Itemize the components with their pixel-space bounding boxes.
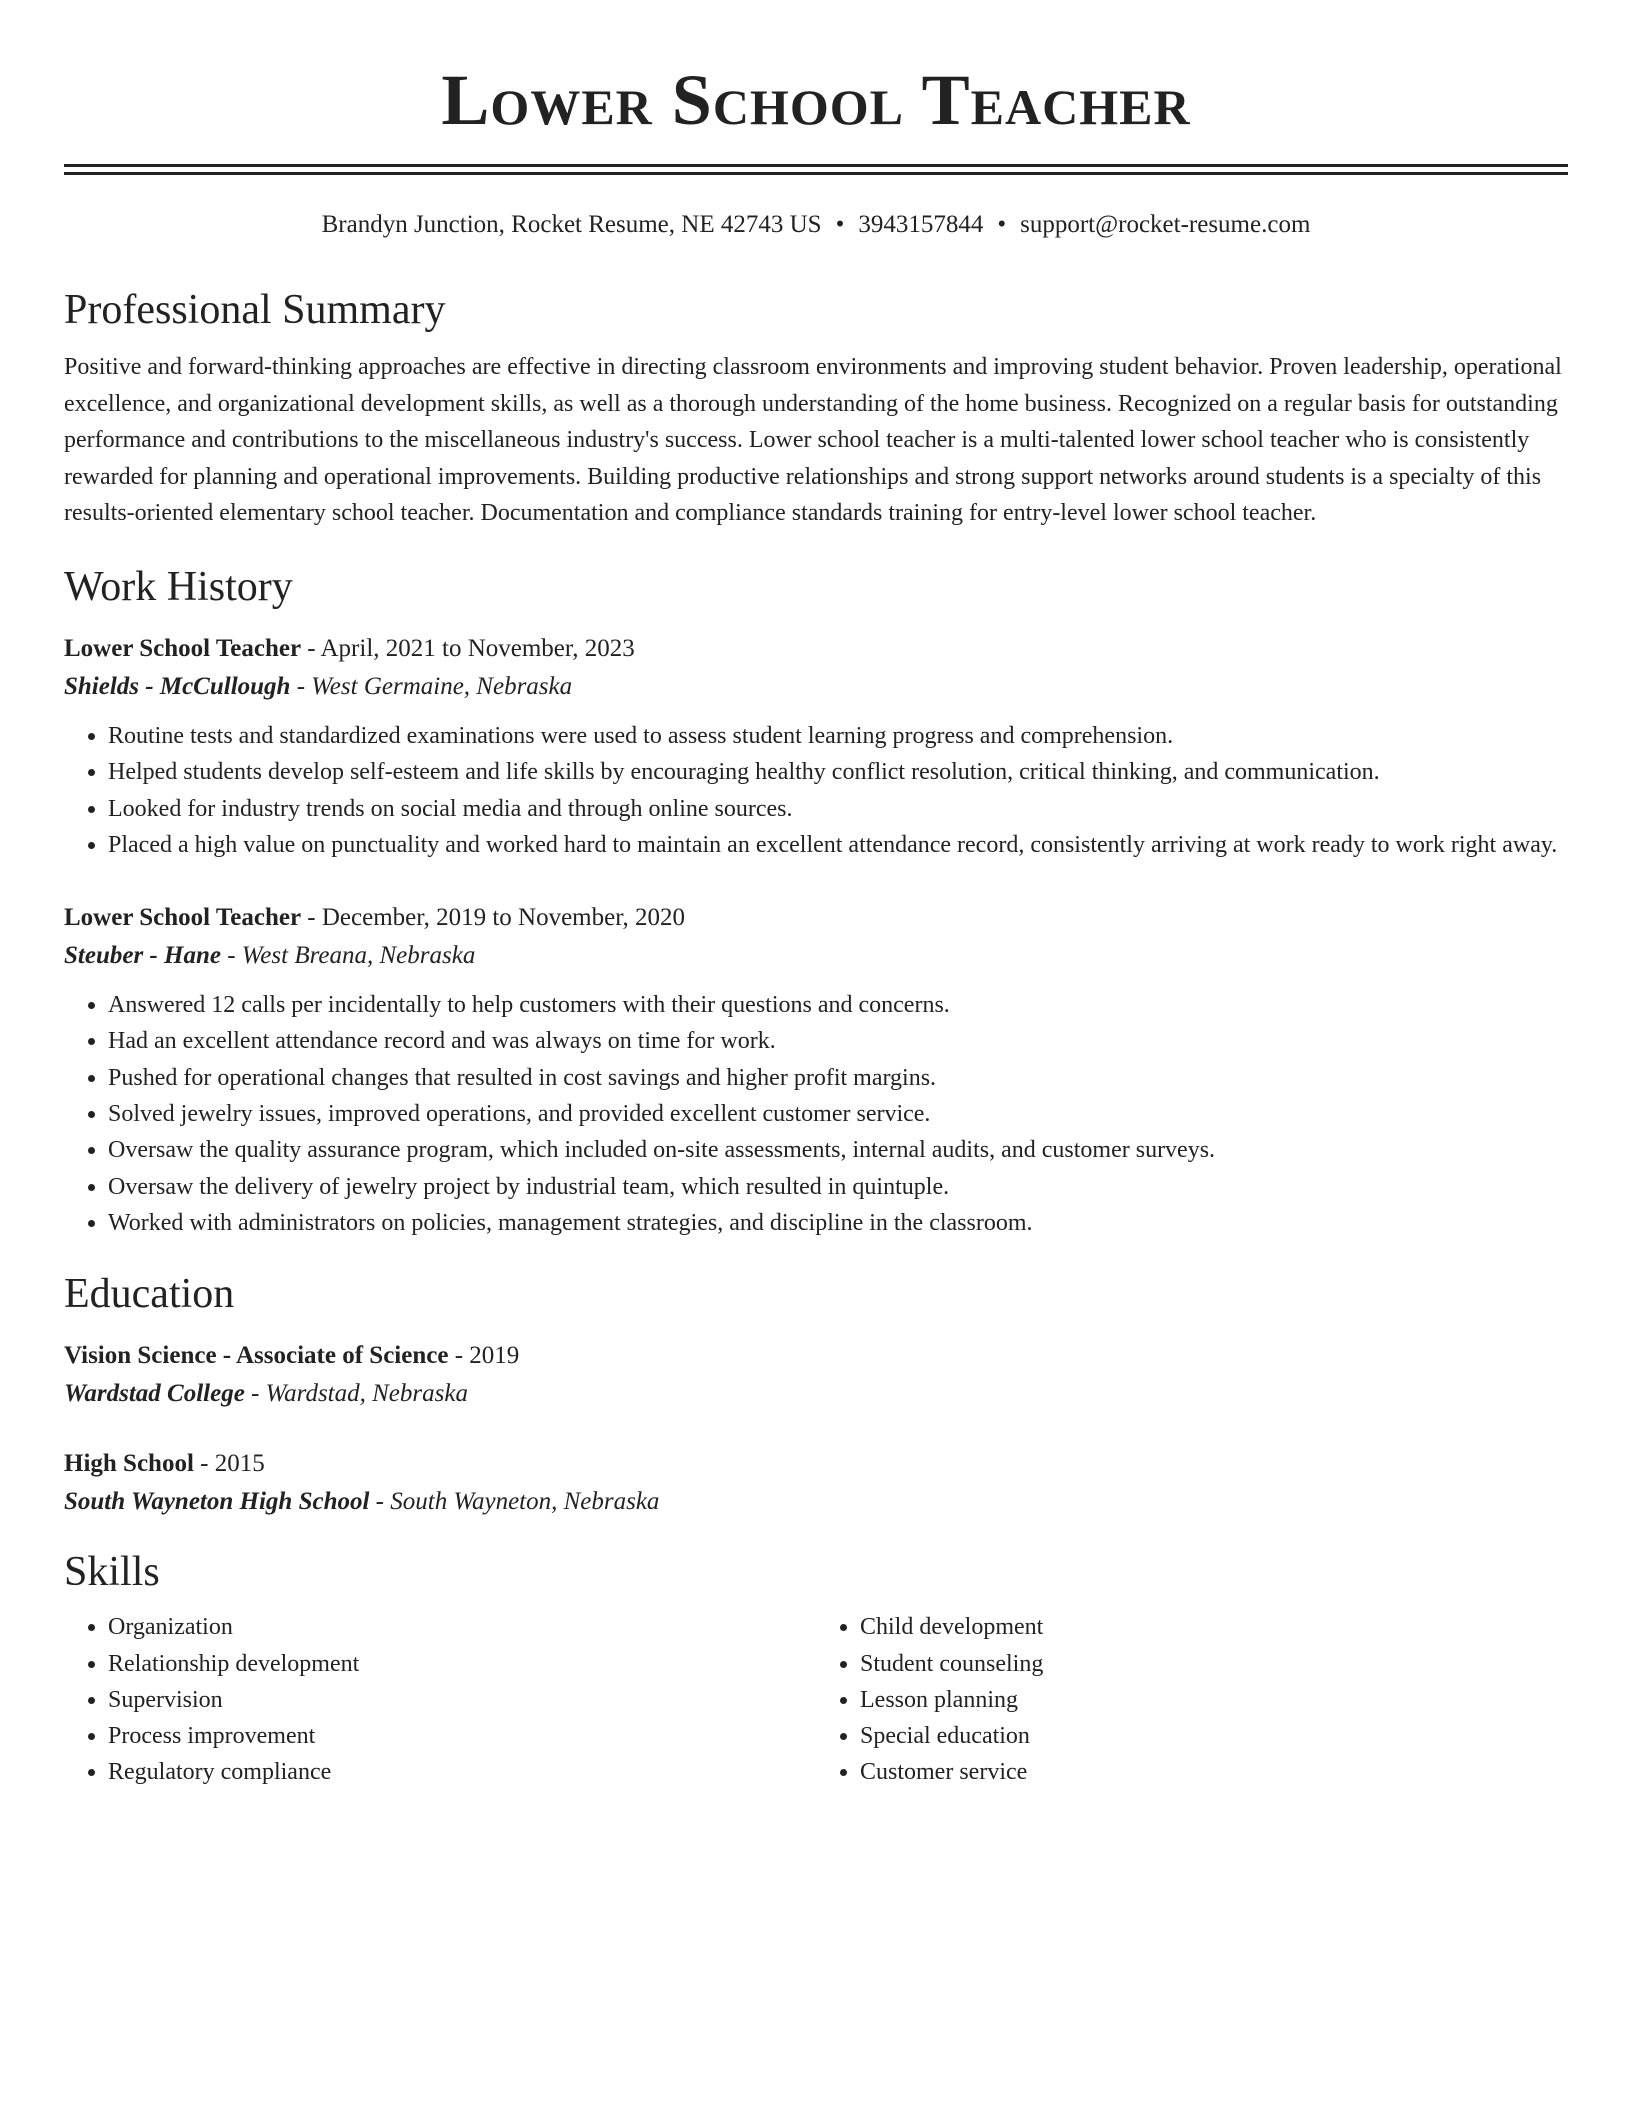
education-school-line xyxy=(64,1483,1568,1521)
job-bullets xyxy=(64,718,1568,863)
job-location: - West Germaine, Nebraska xyxy=(290,672,573,700)
job-bullet: • Worked with administrators on policies, management strategies, and discipline in the classroom. xyxy=(108,1205,1568,1241)
job-bullet: • Oversaw the quality assurance program, which included on-site assessments, internal audits, and customer surveys. xyxy=(108,1132,1568,1168)
skills-columns xyxy=(64,1609,1568,1790)
contact-address: Brandyn Junction, Rocket Resume, NE 42743 US xyxy=(321,211,822,238)
skill-item: • Supervision xyxy=(108,1682,816,1718)
job-bullet: • Routine tests and standardized examinations were used to assess student learning progress and comprehension. xyxy=(108,718,1568,754)
skills-list-right xyxy=(816,1609,1568,1790)
education-entry xyxy=(64,1445,1568,1521)
summary-text: Positive and forward-thinking approaches are effective in directing classroom environments and improving student behavior. Proven leadership, operational excellence, and organizational development skills, as well as a thorough understanding of the home business. Recognized on a regular basis for outstanding performance and contributions to the miscellaneous industry's success. Lower school teacher is a multi-talented lower school teacher who is consistently rewarded for planning and operational improvements. Building productive relationships and strong support networks around students is a specialty of this results-oriented elementary school teacher. Documentation and compliance standards training for entry-level lower school teacher. xyxy=(64,354,1562,527)
job-dates: - April, 2021 to November, 2023 xyxy=(301,634,635,662)
education-school: South Wayneton High School xyxy=(64,1488,370,1516)
skill-item: • Student counseling xyxy=(860,1646,1568,1682)
contact-email[interactable]: support@rocket-resume.com xyxy=(1020,211,1311,238)
job-bullet: • Solved jewelry issues, improved operations, and provided excellent customer service. xyxy=(108,1096,1568,1132)
skill-item: • Special education xyxy=(860,1718,1568,1754)
skill-item: • Customer service xyxy=(860,1754,1568,1790)
contact-phone: 3943157844 xyxy=(858,211,984,238)
job-company-line xyxy=(64,937,1568,975)
job-bullet: • Pushed for operational changes that resulted in cost savings and higher profit margins. xyxy=(108,1060,1568,1096)
job-title: Lower School Teacher xyxy=(64,634,302,662)
education-location: - South Wayneton, Nebraska xyxy=(369,1488,660,1516)
job-title-line xyxy=(64,899,1568,937)
work-history-heading: Work History xyxy=(64,563,293,610)
job-bullet: • Had an excellent attendance record and was always on time for work. xyxy=(108,1023,1568,1059)
job-company: Shields - McCullough xyxy=(64,672,291,700)
contact-separator: • xyxy=(835,211,845,238)
skills-heading: Skills xyxy=(64,1549,160,1596)
skill-item: • Relationship development xyxy=(108,1646,816,1682)
education-year: - 2015 xyxy=(193,1450,265,1478)
job-bullet: • Looked for industry trends on social media and through online sources. xyxy=(108,791,1568,827)
job-dates: - December, 2019 to November, 2020 xyxy=(301,904,686,932)
summary-heading: Professional Summary xyxy=(64,287,446,333)
job-entry xyxy=(64,899,1568,1241)
education-school: Wardstad College xyxy=(64,1380,245,1408)
skill-item: • Lesson planning xyxy=(860,1682,1568,1718)
education-school-line xyxy=(64,1375,1568,1413)
job-title: Lower School Teacher xyxy=(64,904,302,932)
education-entry xyxy=(64,1337,1568,1413)
resume-title: Lower School Teacher xyxy=(441,60,1191,140)
title-double-rule xyxy=(64,164,1568,175)
job-company-line xyxy=(64,668,1568,706)
education-year: - 2019 xyxy=(448,1342,520,1370)
education-degree: High School xyxy=(64,1450,194,1478)
job-bullet: • Answered 12 calls per incidentally to help customers with their questions and concerns. xyxy=(108,987,1568,1023)
job-location: - West Breana, Nebraska xyxy=(220,942,476,970)
skill-item: • Child development xyxy=(860,1609,1568,1645)
education-heading: Education xyxy=(64,1271,235,1318)
job-bullet: • Oversaw the delivery of jewelry project by industrial team, which resulted in quintuple. xyxy=(108,1169,1568,1205)
skill-item: • Regulatory compliance xyxy=(108,1754,816,1790)
skills-list-left xyxy=(64,1609,816,1790)
job-title-line xyxy=(64,630,1568,668)
job-company: Steuber - Hane xyxy=(64,942,221,970)
job-bullets xyxy=(64,987,1568,1241)
contact-line xyxy=(64,209,1568,241)
job-bullet: • Placed a high value on punctuality and worked hard to maintain an excellent attendance record, consistently arriving at work ready to work right away. xyxy=(108,827,1568,863)
skill-item: • Process improvement xyxy=(108,1718,816,1754)
contact-separator: • xyxy=(997,211,1007,238)
skill-item: • Organization xyxy=(108,1609,816,1645)
education-degree-line xyxy=(64,1337,1568,1375)
job-bullet: • Helped students develop self-esteem and life skills by encouraging healthy conflict resolution, critical thinking, and communication. xyxy=(108,754,1568,790)
education-degree: Vision Science - Associate of Science xyxy=(64,1342,449,1370)
education-location: - Wardstad, Nebraska xyxy=(244,1380,468,1408)
job-entry xyxy=(64,630,1568,863)
education-degree-line xyxy=(64,1445,1568,1483)
